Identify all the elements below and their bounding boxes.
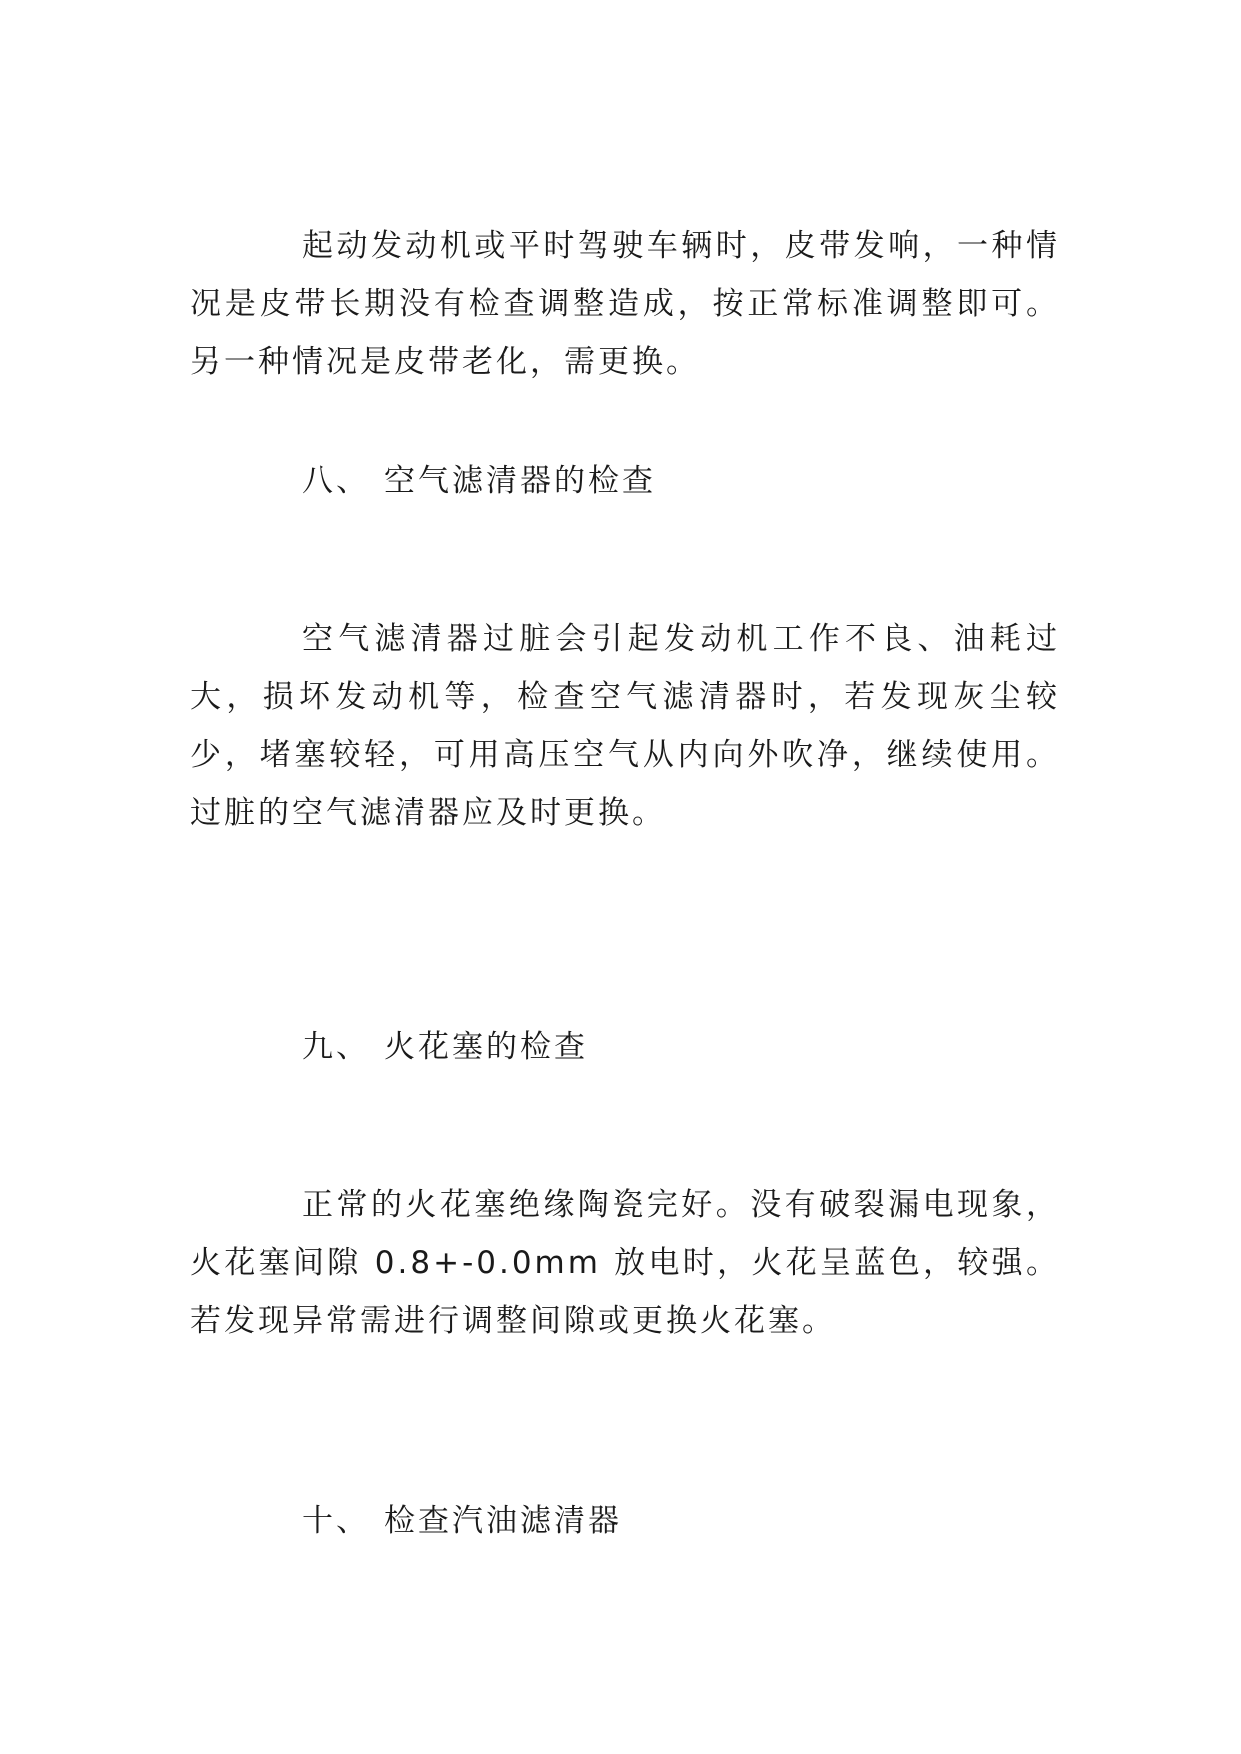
section-number: 八、 — [302, 463, 370, 499]
section-title: 检查汽油滤清器 — [384, 1503, 622, 1539]
section-title: 火花塞的检查 — [384, 1029, 588, 1065]
section-heading-spark-plug — [302, 1027, 588, 1067]
section-heading-fuel-filter — [302, 1501, 622, 1541]
paragraph-spark-plug: 正常的火花塞绝缘陶瓷完好。没有破裂漏电现象，火花塞间隙 0.8+-0.0mm 放电时，火花呈蓝色，较强。若发现异常需进行调整间隙或更换火花塞。 — [190, 1187, 1060, 1339]
section-number: 十、 — [302, 1503, 370, 1539]
section-heading-air-filter — [302, 461, 656, 501]
section-title: 空气滤清器的检查 — [384, 463, 656, 499]
paragraph-belt-noise: 起动发动机或平时驾驶车辆时，皮带发响，一种情况是皮带长期没有检查调整造成，按正常标准调整即可。另一种情况是皮带老化，需更换。 — [190, 228, 1060, 380]
section-number: 九、 — [302, 1029, 370, 1065]
paragraph-air-filter: 空气滤清器过脏会引起发动机工作不良、油耗过大，损坏发动机等，检查空气滤清器时，若发现灰尘较少，堵塞较轻，可用高压空气从内向外吹净，继续使用。过脏的空气滤清器应及时更换。 — [190, 621, 1060, 831]
